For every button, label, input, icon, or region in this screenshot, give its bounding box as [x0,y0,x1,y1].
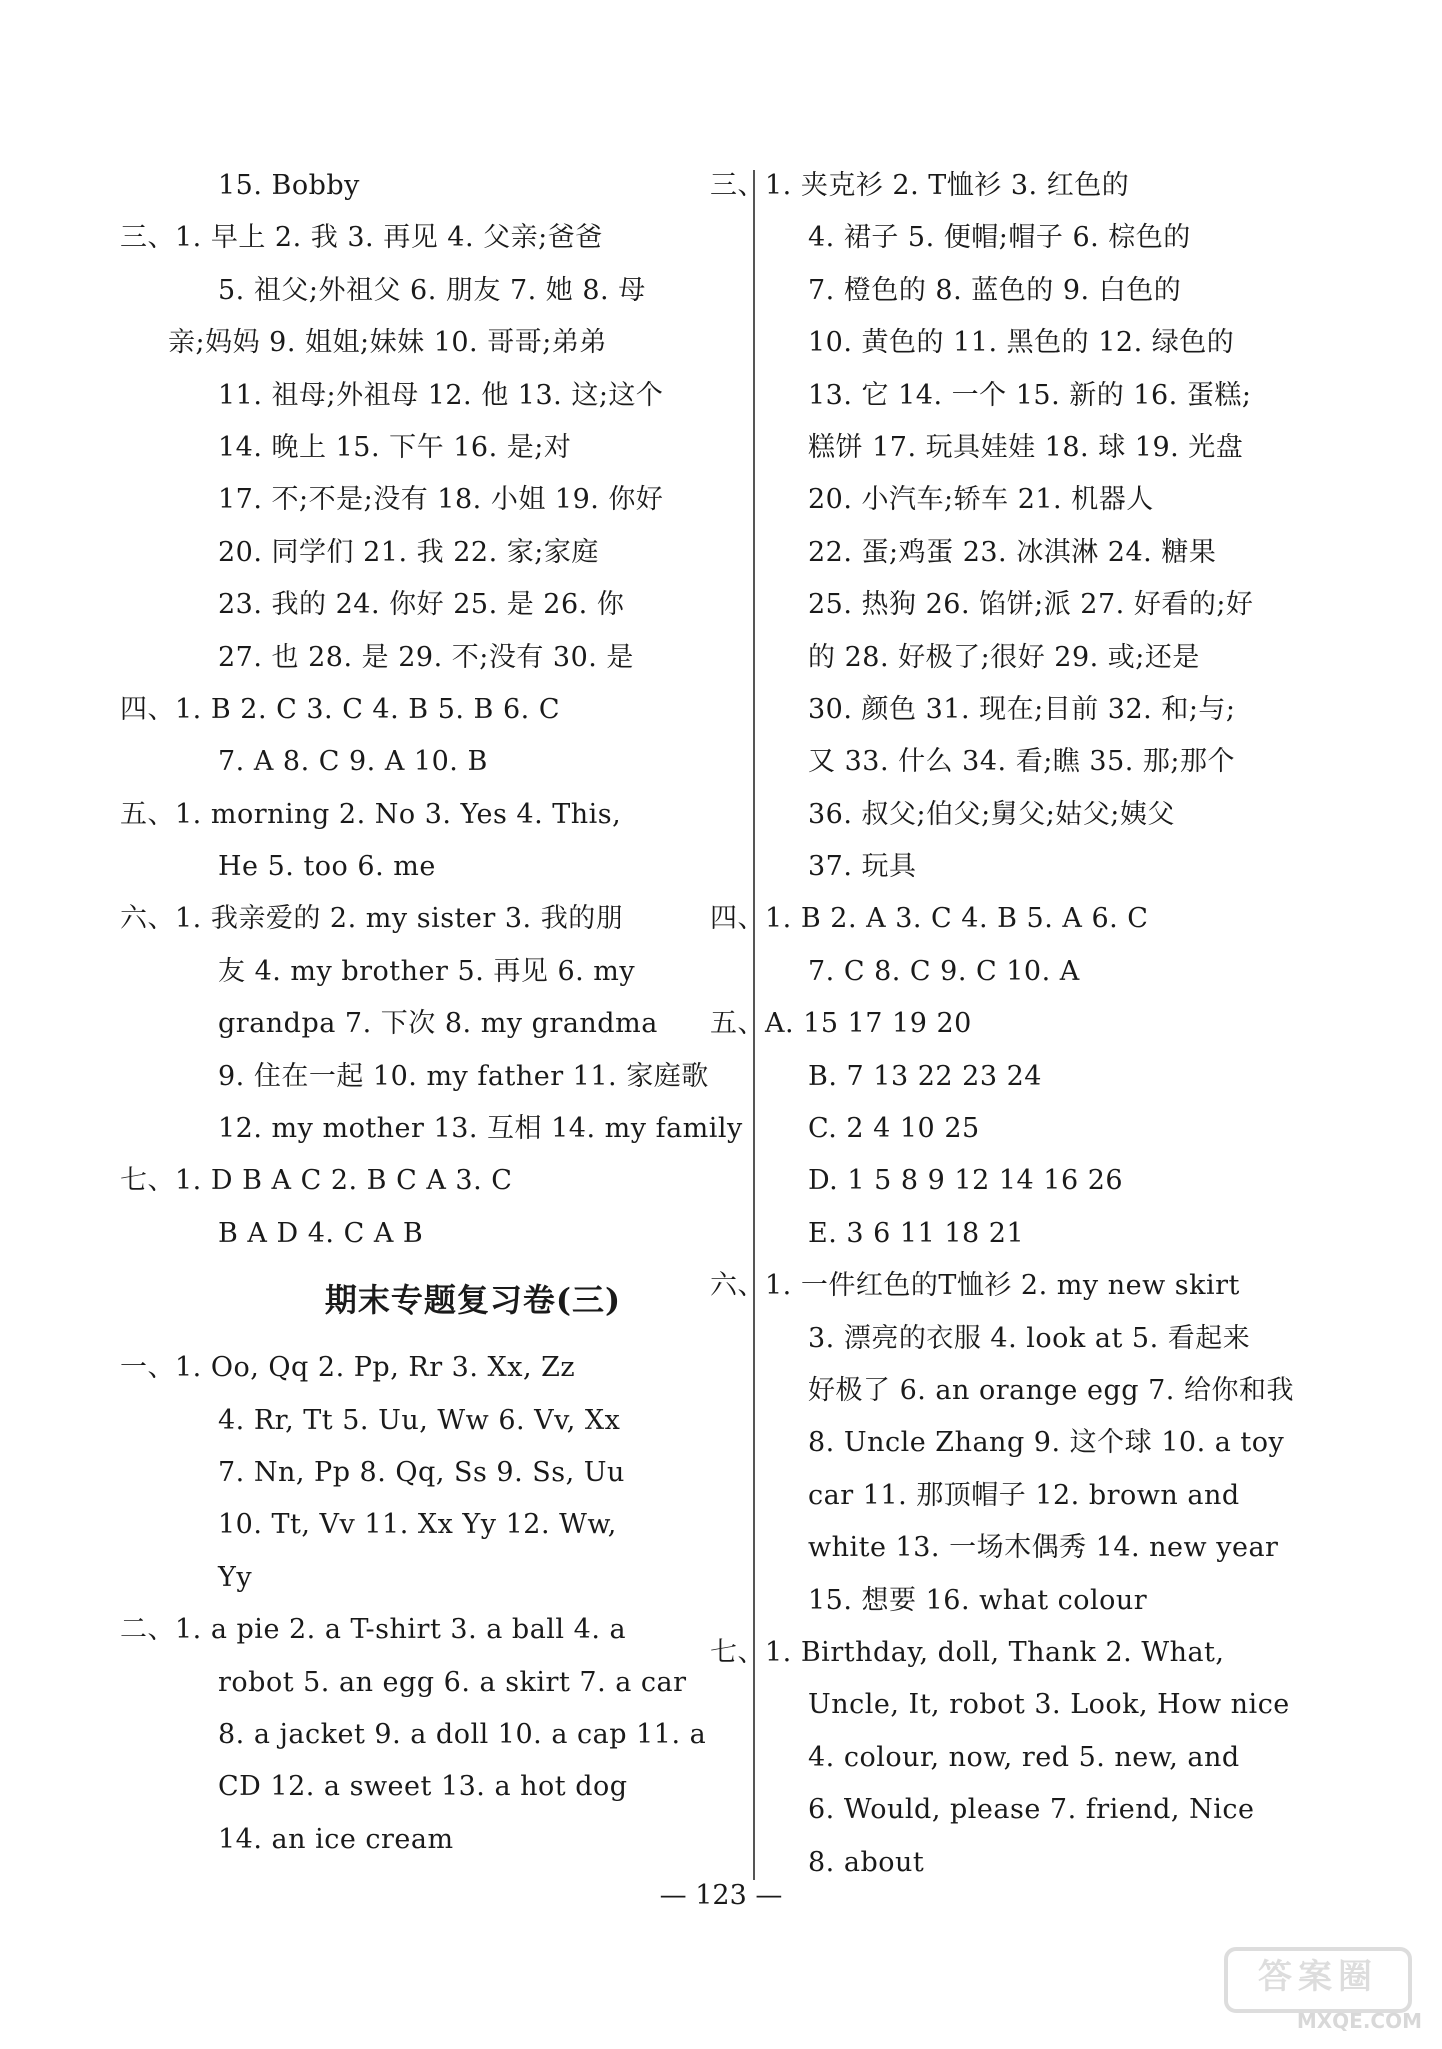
answer-line: 又 33. 什么 34. 看;瞧 35. 那;那个 [808,746,1236,778]
answer-line: 7. A 8. C 9. A 10. B [218,746,488,778]
section-title: 期末专题复习卷(三) [324,1281,622,1320]
answer-line: 23. 我的 24. 你好 25. 是 26. 你 [218,589,625,621]
answer-line: 糕饼 17. 玩具娃娃 18. 球 19. 光盘 [808,431,1244,463]
answer-line: car 11. 那顶帽子 12. brown and [808,1479,1240,1511]
answer-line: 20. 同学们 21. 我 22. 家;家庭 [218,536,599,568]
left-column [120,160,748,1866]
answer-line: 三、1. 早上 2. 我 3. 再见 4. 父亲;爸爸 [120,222,603,254]
answer-line: 30. 颜色 31. 现在;目前 32. 和;与; [808,693,1236,725]
watermark-logo: 答案圈 [1224,1947,1412,2013]
answer-line: 四、1. B 2. C 3. C 4. B 5. B 6. C [120,693,560,725]
answer-line: 7. C 8. C 9. C 10. A [808,955,1080,987]
answer-line: 5. 祖父;外祖父 6. 朋友 7. 她 8. 母 [218,274,646,306]
answer-line: 一、1. Oo, Qq 2. Pp, Rr 3. Xx, Zz [120,1352,576,1384]
answer-line: D. 1 5 8 9 12 14 16 26 [808,1165,1124,1197]
answer-line: 七、1. Birthday, doll, Thank 2. What, [710,1636,1225,1668]
answer-line: grandpa 7. 下次 8. my grandma [218,1008,658,1040]
page-number: — 123 — [659,1880,783,1911]
answer-line: 22. 蛋;鸡蛋 23. 冰淇淋 24. 糖果 [808,536,1217,568]
answer-line: 的 28. 好极了;很好 29. 或;还是 [808,641,1200,673]
answer-line: Uncle, It, robot 3. Look, How nice [808,1689,1290,1721]
answer-line: 10. Tt, Vv 11. Xx Yy 12. Ww, [218,1509,617,1541]
answer-line: B A D 4. C A B [218,1217,424,1249]
answer-line: 8. a jacket 9. a doll 10. a cap 11. a [218,1718,707,1750]
answer-line: white 13. 一场木偶秀 14. new year [808,1532,1279,1564]
answer-line: 3. 漂亮的衣服 4. look at 5. 看起来 [808,1322,1251,1354]
answer-line: robot 5. an egg 6. a skirt 7. a car [218,1666,687,1698]
answer-line: 17. 不;不是;没有 18. 小姐 19. 你好 [218,484,664,516]
answer-line: 8. about [808,1846,925,1878]
answer-line: 7. 橙色的 8. 蓝色的 9. 白色的 [808,274,1182,306]
answer-line: 20. 小汽车;轿车 21. 机器人 [808,484,1154,516]
answer-line: 15. Bobby [218,170,360,201]
answer-line: 四、1. B 2. A 3. C 4. B 5. A 6. C [710,903,1149,935]
answer-line: 三、1. 夹克衫 2. T恤衫 3. 红色的 [710,170,1130,201]
answer-line: 6. Would, please 7. friend, Nice [808,1794,1255,1826]
answer-line: 六、1. 我亲爱的 2. my sister 3. 我的朋 [120,903,624,935]
answer-line: 15. 想要 16. what colour [808,1584,1148,1616]
answer-line: Yy [218,1561,253,1593]
answer-line: 10. 黄色的 11. 黑色的 12. 绿色的 [808,327,1235,359]
answer-line: 好极了 6. an orange egg 7. 给你和我 [808,1374,1294,1406]
answer-line: CD 12. a sweet 13. a hot dog [218,1771,628,1803]
answer-line: 12. my mother 13. 互相 14. my family [218,1113,743,1145]
answer-line: 五、1. morning 2. No 3. Yes 4. This, [120,798,622,830]
answer-line: 友 4. my brother 5. 再见 6. my [218,955,636,987]
answer-line: 4. 裙子 5. 便帽;帽子 6. 棕色的 [808,222,1191,254]
answer-line: 8. Uncle Zhang 9. 这个球 10. a toy [808,1427,1285,1459]
answer-line: 11. 祖母;外祖母 12. 他 13. 这;这个 [218,379,664,411]
answer-line: 4. Rr, Tt 5. Uu, Ww 6. Vv, Xx [218,1404,621,1436]
answer-line: C. 2 4 10 25 [808,1113,980,1145]
watermark-site: MXQE.COM [1296,2009,1422,2033]
answer-line: 五、A. 15 17 19 20 [710,1008,972,1040]
answer-line: 14. an ice cream [218,1823,454,1855]
answer-line: 27. 也 28. 是 29. 不;没有 30. 是 [218,641,634,673]
answer-line: 25. 热狗 26. 馅饼;派 27. 好看的;好 [808,589,1254,621]
answer-line: 13. 它 14. 一个 15. 新的 16. 蛋糕; [808,379,1252,411]
answer-line: 亲;妈妈 9. 姐姐;妹妹 10. 哥哥;弟弟 [168,327,607,359]
answer-line: 9. 住在一起 10. my father 11. 家庭歌 [218,1060,709,1092]
answer-line: 36. 叔父;伯父;舅父;姑父;姨父 [808,798,1175,830]
answer-line: 4. colour, now, red 5. new, and [808,1741,1240,1773]
watermark [1222,1947,1422,2037]
answer-line: He 5. too 6. me [218,851,436,883]
answer-line: 14. 晚上 15. 下午 16. 是;对 [218,431,572,463]
answer-line: E. 3 6 11 18 21 [808,1217,1025,1249]
answer-line: B. 7 13 22 23 24 [808,1060,1042,1092]
right-column [710,160,1338,1889]
answer-line: 二、1. a pie 2. a T-shirt 3. a ball 4. a [120,1614,627,1646]
answer-line: 七、1. D B A C 2. B C A 3. C [120,1165,513,1197]
answer-line: 37. 玩具 [808,851,917,883]
answer-line: 六、1. 一件红色的T恤衫 2. my new skirt [710,1270,1240,1302]
answer-line: 7. Nn, Pp 8. Qq, Ss 9. Ss, Uu [218,1456,625,1488]
